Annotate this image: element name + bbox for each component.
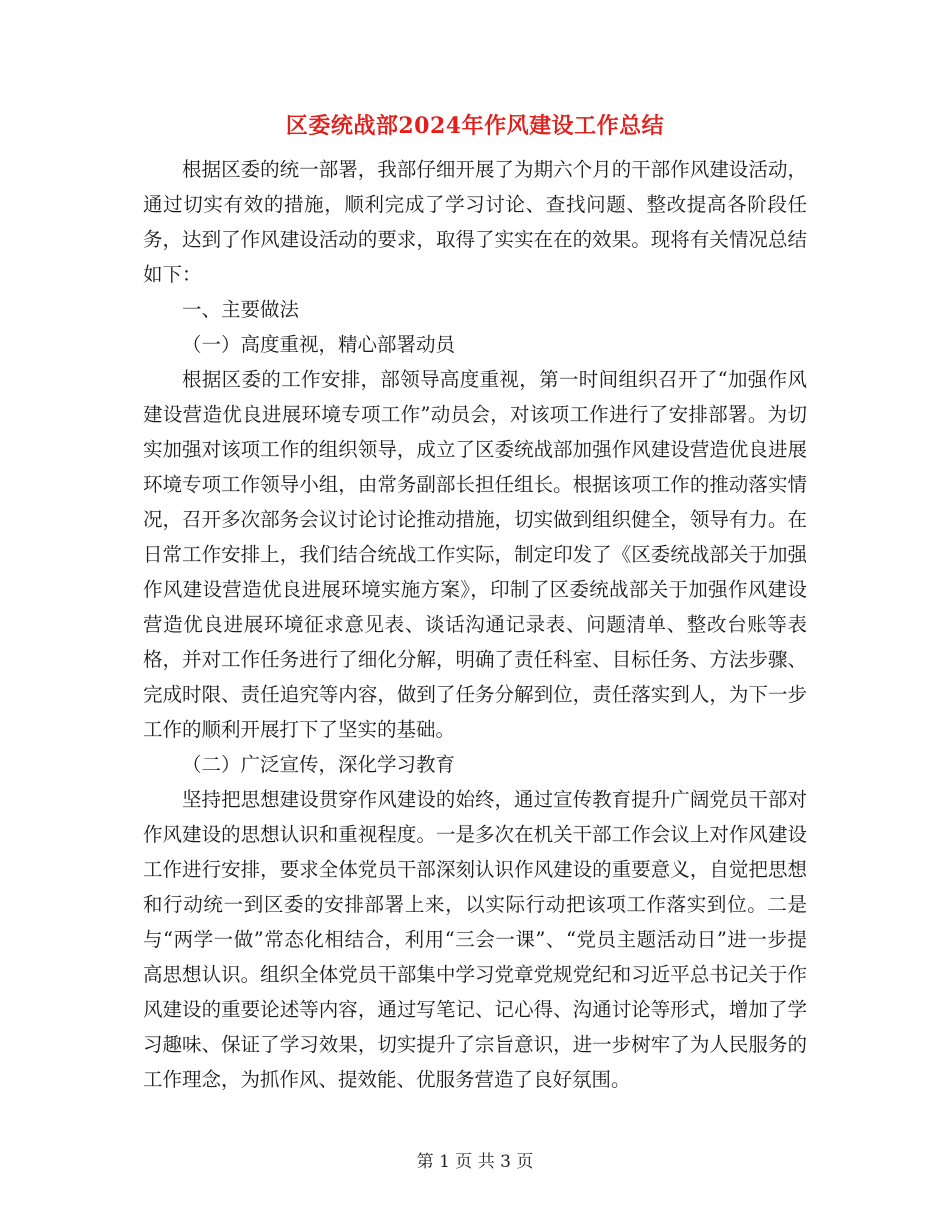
subsection-heading-1: （一）高度重视，精心部署动员 xyxy=(182,333,456,356)
section-heading-main-practices: 一、主要做法 xyxy=(182,298,300,321)
body-paragraph-2: 坚持把思想建设贯穿作风建设的始终，通过宣传教育提升广阔党员干部对作风建设的思想认识和重视程度。一是多次在机关干部工作会议上对作风建设工作进行安排，要求全体党员干部深刻认识作风建设的重要意义，自觉把思想和行动统一到区委的安排部署上来，以实际行动把该项工作落实到位。二是与“两学一做”常态化相结合，利用“三会一课”、“党员主题活动日”进一步提高思想认识。组织全体党员干部集中学习党章党规党纪和习近平总书记关于作风建设的重要论述等内容，通过写笔记、记心得、沟通讨论等形式，增加了学习趣味、保证了学习效果，切实提升了宗旨意识，进一步树牢了为人民服务的工作理念，为抓作风、提效能、优服务营造了良好氛围。 xyxy=(143,788,807,1091)
intro-paragraph: 根据区委的统一部署，我部仔细开展了为期六个月的干部作风建设活动，通过切实有效的措施，顺利完成了学习讨论、查找问题、整改提高各阶段任务，达到了作风建设活动的要求，取得了实实在在的效果。现将有关情况总结如下： xyxy=(143,158,807,286)
page-number-footer: 第 1 页 共 3 页 xyxy=(416,1152,534,1172)
subsection-heading-2: （二）广泛宣传，深化学习教育 xyxy=(182,753,456,776)
document-title: 区委统战部2024年作风建设工作总结 xyxy=(285,113,665,139)
document-body xyxy=(143,152,807,1097)
body-paragraph-1: 根据区委的工作安排，部领导高度重视，第一时间组织召开了“加强作风建设营造优良进展环境专项工作”动员会，对该项工作进行了安排部署。为切实加强对该项工作的组织领导，成立了区委统战部加强作风建设营造优良进展环境专项工作领导小组，由常务副部长担任组长。根据该项工作的推动落实情况，召开多次部务会议讨论讨论推动措施，切实做到组织健全，领导有力。在日常工作安排上，我们结合统战工作实际，制定印发了《区委统战部关于加强作风建设营造优良进展环境实施方案》，印制了区委统战部关于加强作风建设营造优良进展环境征求意见表、谈话沟通记录表、问题清单、整改台账等表格，并对工作任务进行了细化分解，明确了责任科室、目标任务、方法步骤、完成时限、责任追究等内容，做到了任务分解到位，责任落实到人，为下一步工作的顺利开展打下了坚实的基础。 xyxy=(143,368,807,741)
